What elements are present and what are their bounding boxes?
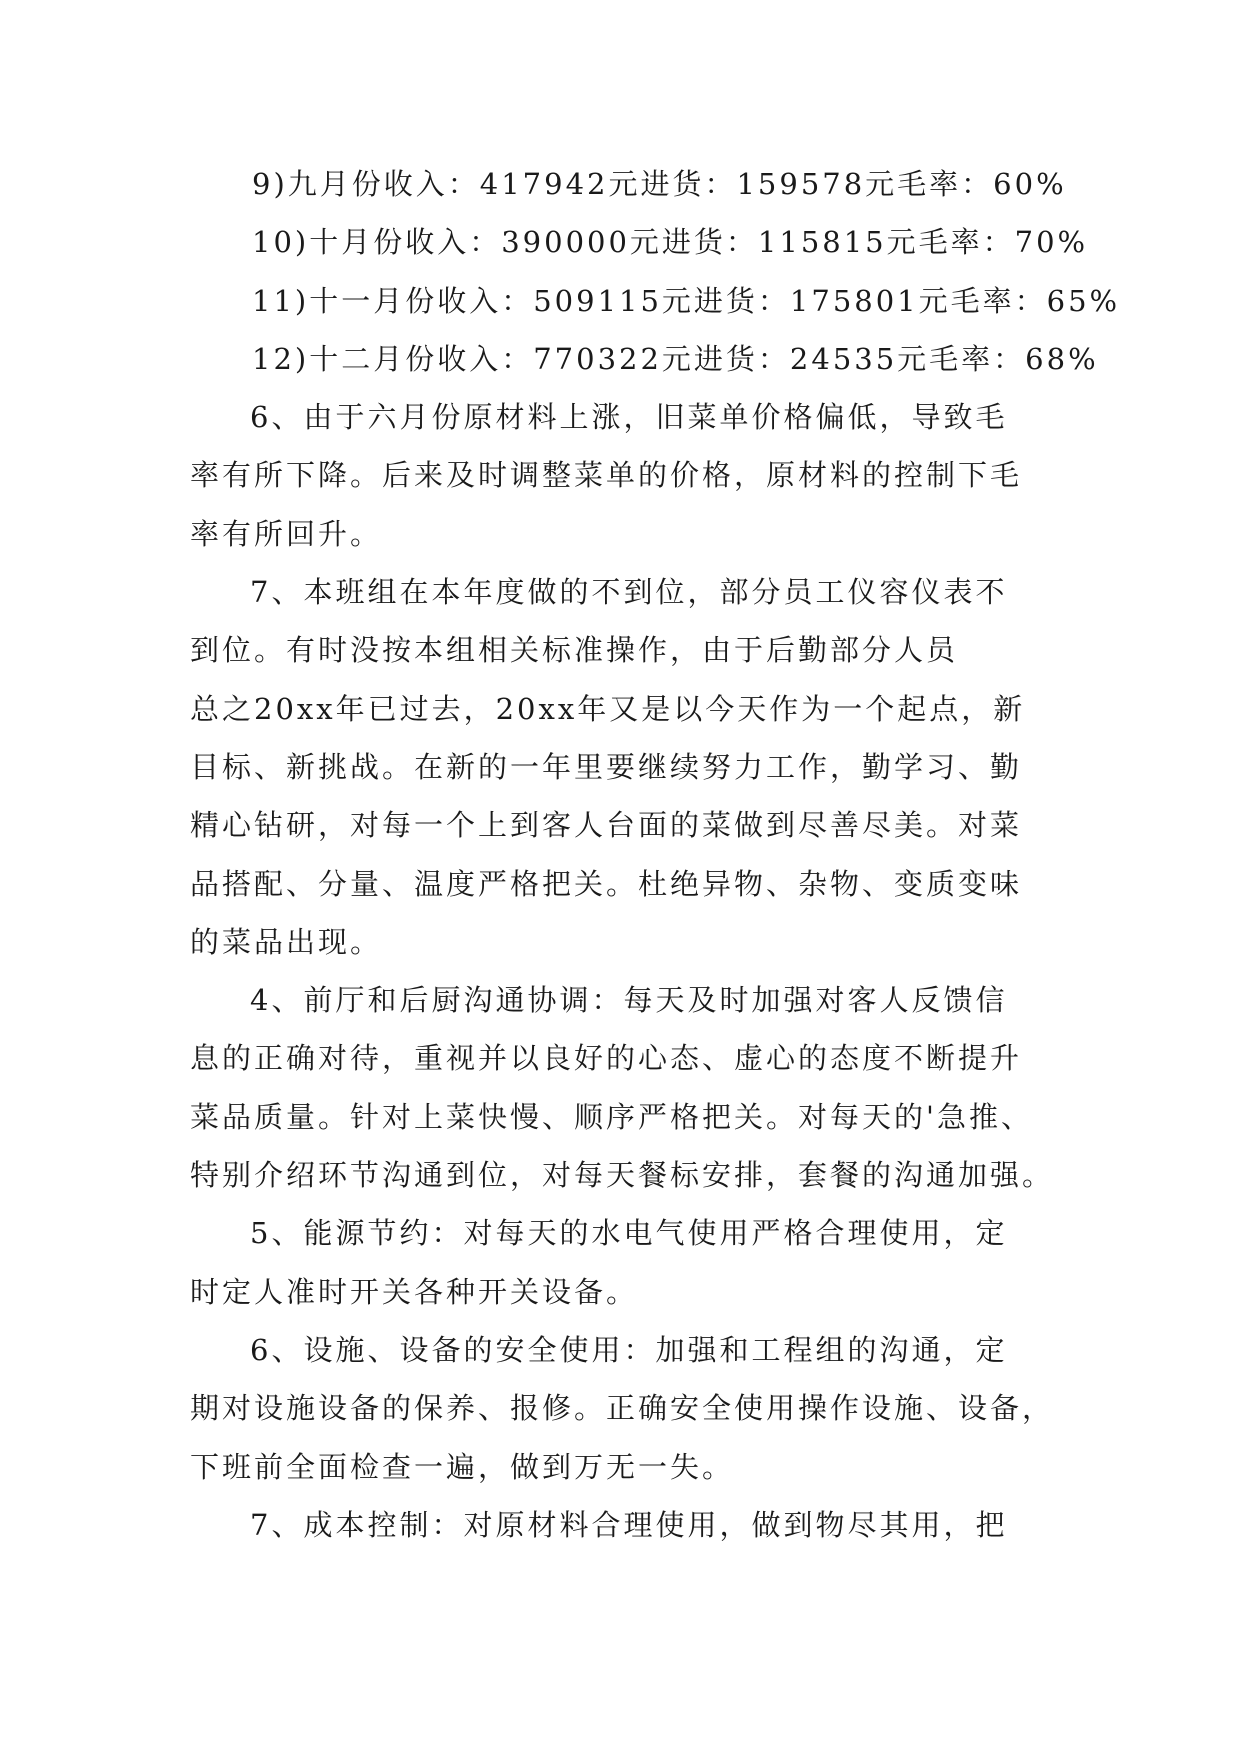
paragraph-line: 到位。有时没按本组相关标准操作，由于后勤部分人员 <box>190 633 959 668</box>
paragraph-line: 4、前厅和后厨沟通协调：每天及时加强对客人反馈信 <box>250 983 1008 1018</box>
paragraph-line: 7、成本控制：对原材料合理使用，做到物尽其用，把 <box>250 1507 1008 1542</box>
monthly-income-line: 9)九月份收入：417942元进货：159578元毛率：60% <box>252 167 1067 201</box>
paragraph-line: 菜品质量。针对上菜快慢、顺序严格把关。对每天的'急推、 <box>190 1099 1033 1134</box>
paragraph-line: 6、设施、设备的安全使用：加强和工程组的沟通，定 <box>250 1332 1008 1367</box>
paragraph-line: 精心钻研，对每一个上到客人台面的菜做到尽善尽美。对菜 <box>190 808 1023 843</box>
paragraph-line: 目标、新挑战。在新的一年里要继续努力工作，勤学习、勤 <box>190 749 1023 784</box>
document-body <box>190 155 1121 1554</box>
paragraph-line: 期对设施设备的保养、报修。正确安全使用操作设施、设备， <box>190 1391 1055 1426</box>
paragraph-line: 的菜品出现。 <box>190 924 383 959</box>
paragraph-line: 5、能源节约：对每天的水电气使用严格合理使用，定 <box>250 1216 1008 1251</box>
paragraph-line: 息的正确对待，重视并以良好的心态、虚心的态度不断提升 <box>190 1041 1023 1076</box>
monthly-income-line: 10)十月份收入：390000元进货：115815元毛率：70% <box>252 225 1089 260</box>
paragraph-line: 总之20xx年已过去，20xx年又是以今天作为一个起点，新 <box>190 691 1026 726</box>
paragraph-line: 品搭配、分量、温度严格把关。杜绝异物、杂物、变质变味 <box>190 866 1023 901</box>
paragraph-line: 下班前全面检查一遍，做到万无一失。 <box>190 1449 735 1484</box>
paragraph-line: 特别介绍环节沟通到位，对每天餐标安排，套餐的沟通加强。 <box>190 1158 1055 1193</box>
paragraph-line: 率有所下降。后来及时调整菜单的价格，原材料的控制下毛 <box>190 458 1023 493</box>
monthly-income-line: 11)十一月份收入：509115元进货：175801元毛率：65% <box>252 283 1121 318</box>
paragraph-line: 时定人准时开关各种开关设备。 <box>190 1274 639 1309</box>
paragraph-line: 率有所回升。 <box>190 516 383 551</box>
monthly-income-line: 12)十二月份收入：770322元进货：24535元毛率：68% <box>252 341 1099 376</box>
paragraph-line: 6、由于六月份原材料上涨，旧菜单价格偏低，导致毛 <box>250 400 1008 435</box>
paragraph-line: 7、本班组在本年度做的不到位，部分员工仪容仪表不 <box>250 575 1008 610</box>
